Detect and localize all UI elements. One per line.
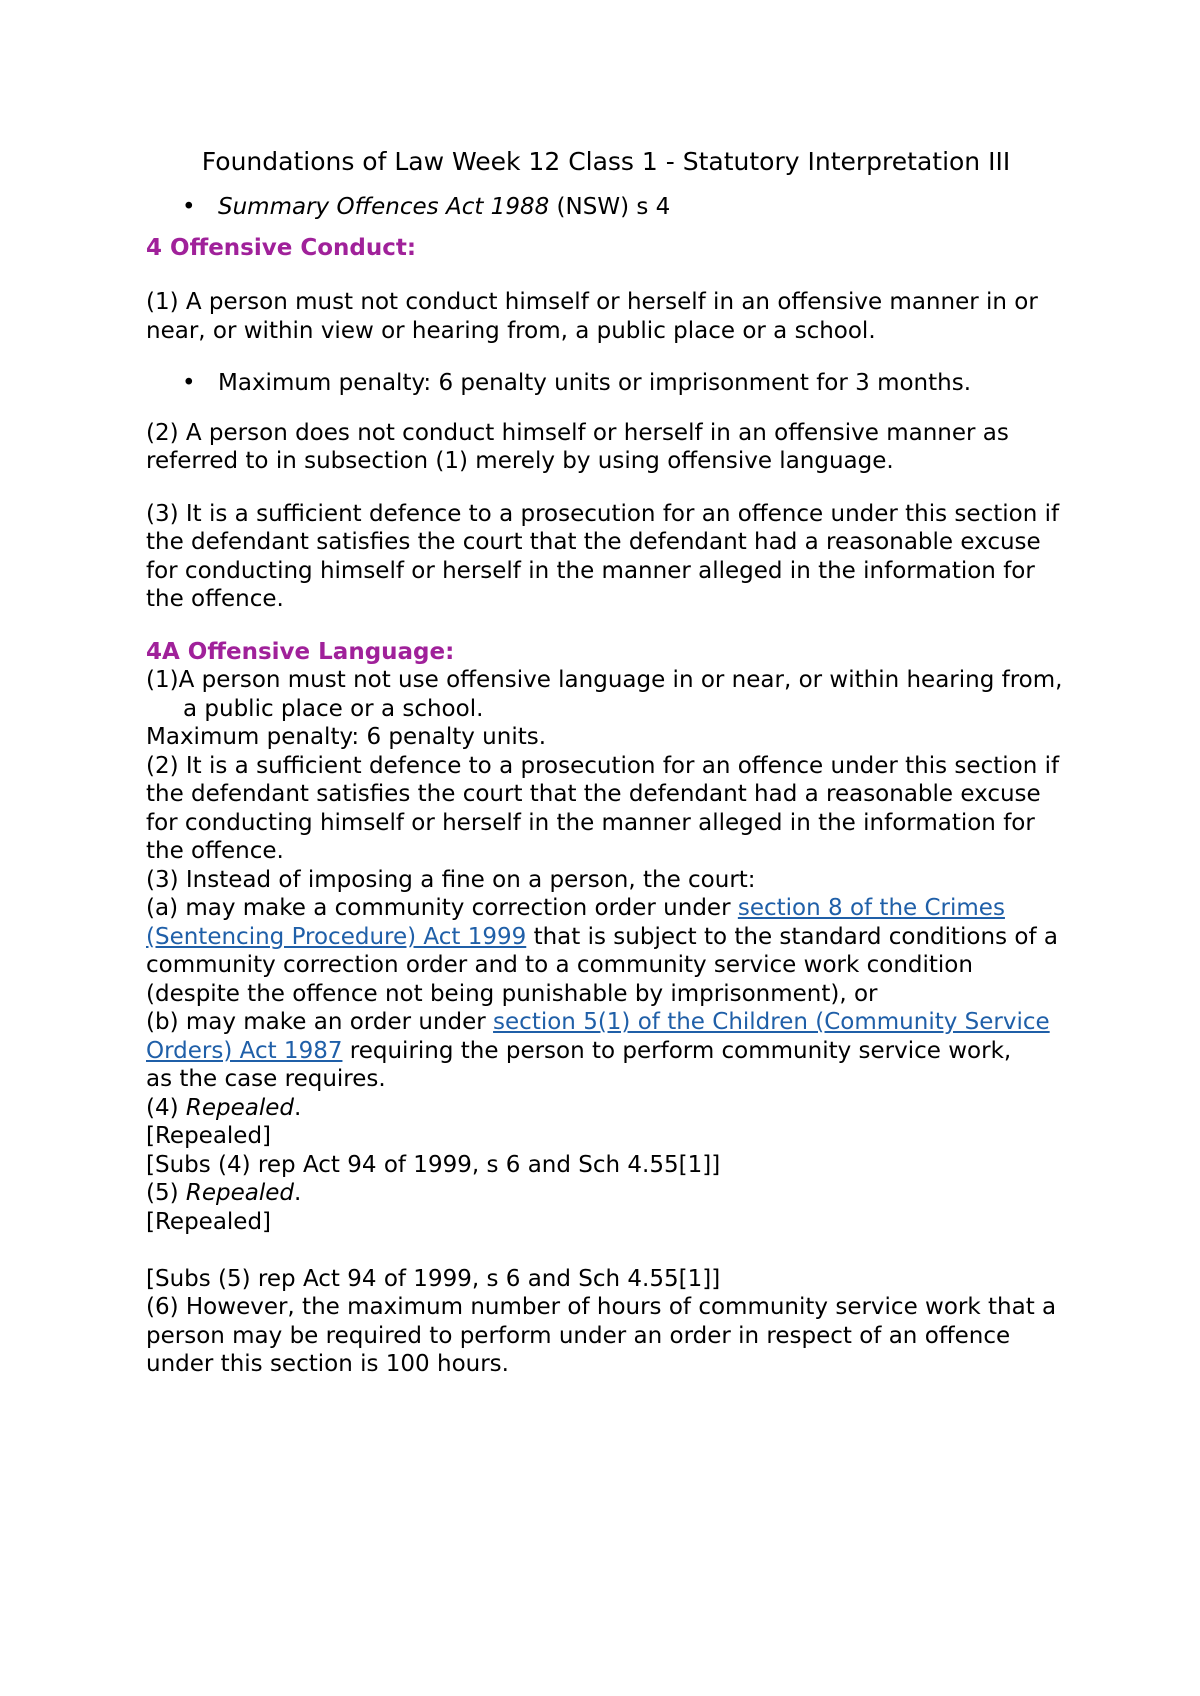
section-4a-heading: 4A Offensive Language: [146,638,455,665]
s4a-5-period: . [294,1180,302,1206]
s4a-3b-text-after: requiring the person to perform community service work, [342,1037,1012,1064]
s4a-4-history: [Subs (4) rep Act 94 of 1999, s 6 and Sch 4.55[1]] [146,1151,721,1178]
s4a-subsection-1: (1)A person must not use offensive language in or near, or within hearing from, a public place or a school. [146,667,1063,722]
s4a-4-repealed: Repealed [185,1094,295,1121]
s4a-subsection-3: (3) Instead of imposing a fine on a person, the court: [146,866,756,893]
s4a-subsection-3b [146,1008,1066,1065]
s4-penalty [146,369,1066,398]
s4a-subsection-6: (6) However, the maximum number of hours of community service work that a person may be required to perform under an order in respect of an offence under this section is 100 hours. [146,1294,1057,1377]
s4a-subsection-3a [146,894,1066,1008]
act-jurisdiction: (NSW) s 4 [549,194,671,220]
s4a-penalty: Maximum penalty: 6 penalty units. [146,724,547,750]
section-4-heading: 4 Offensive Conduct: [146,234,417,261]
s4a-5-repealed: Repealed [185,1180,295,1206]
bullet-icon: • [182,370,196,396]
s4a-3b-text-before: (b) may make an order under [146,1009,494,1035]
blank-line [146,1236,1066,1265]
s4a-5-note: [Repealed] [146,1208,272,1235]
bullet-icon: • [182,194,196,220]
s4a-5-number: (5) [146,1180,186,1206]
s4a-subsection-3-tail: as the case requires. [146,1066,386,1092]
act-name: Summary Offences Act 1988 [218,194,550,220]
s4-subsection-1: (1) A person must not conduct himself or herself in an offensive manner in or near, or within view or hearing from, a public place or a school. [146,289,1038,344]
s4a-subsection-5 [146,1179,1066,1208]
s4-penalty-text: Maximum penalty: 6 penalty units or imprisonment for 3 months. [218,370,972,396]
s4a-3a-text-before: (a) may make a community correction order under [146,895,738,921]
crimes-sentencing-act-link[interactable]: section 8 of the Crimes (Sentencing Procedure) Act 1999 [146,895,1005,950]
s4a-subsection-2: (2) It is a sufficient defence to a prosecution for an offence under this section if the defendant satisfies the court that the defendant had a reasonable excuse for conducting himself or herself in the manner alleged in the information for the offence. [146,752,1060,864]
s4a-3a-text-after: that is subject to the standard conditions of a community correction order and to a community service work condition (despite the offence not being punishable by imprisonment), or [146,923,1058,1007]
source-reference [146,193,1066,222]
s4a-subsection-4 [146,1094,1066,1123]
s4a-5-history: [Subs (5) rep Act 94 of 1999, s 6 and Sch 4.55[1]] [146,1265,721,1292]
s4-subsection-2: (2) A person does not conduct himself or herself in an offensive manner as referred to in subsection (1) merely by using offensive language. [146,419,1009,474]
document-page [146,145,1066,1379]
s4-subsection-3: (3) It is a sufficient defence to a prosecution for an offence under this section if the defendant satisfies the court that the defendant had a reasonable excuse for conducting himself or herself in the manner alleged in the information for the offence. [146,500,1060,612]
s4a-4-period: . [294,1094,302,1121]
children-community-service-act-link[interactable]: section 5(1) of the Children (Community Service Orders) Act 1987 [146,1009,1050,1064]
s4a-4-number: (4) [146,1094,186,1121]
s4a-4-note: [Repealed] [146,1123,272,1149]
page-title: Foundations of Law Week 12 Class 1 - Statutory Interpretation III [201,147,1011,176]
